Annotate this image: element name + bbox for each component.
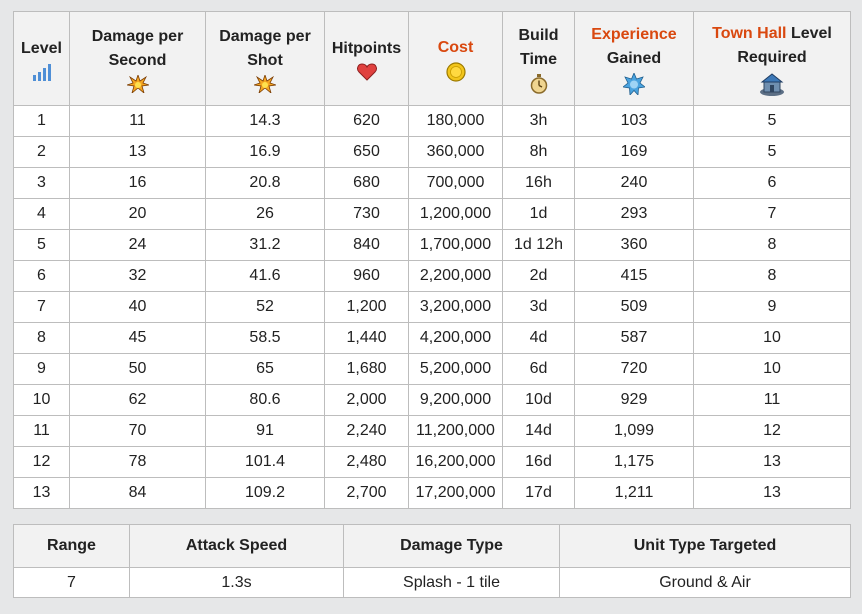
cell-build-time: 4d [503, 323, 575, 354]
table-row [14, 261, 851, 292]
cell-dps: 32 [70, 261, 206, 292]
cell-experience: 293 [575, 199, 694, 230]
cell-dps: 45 [70, 323, 206, 354]
header-th-label-suffix: Level [786, 24, 832, 42]
explosion-icon [254, 75, 276, 93]
cell-cost: 11,200,000 [409, 416, 503, 447]
level-bars-icon [32, 63, 52, 81]
cell-town-hall-level: 5 [694, 106, 851, 137]
cell-town-hall-level: 13 [694, 447, 851, 478]
table-row [14, 447, 851, 478]
cell-dps: 50 [70, 354, 206, 385]
cell-level: 6 [14, 261, 70, 292]
cell-experience: 720 [575, 354, 694, 385]
attack-stats-table [13, 524, 851, 598]
cell-experience: 1,099 [575, 416, 694, 447]
cell-dps: 40 [70, 292, 206, 323]
cell-town-hall-level: 5 [694, 137, 851, 168]
cell-cost: 16,200,000 [409, 447, 503, 478]
cell-build-time: 16d [503, 447, 575, 478]
header-dpshot-label: Damage per [219, 27, 311, 45]
cell-dps: 84 [70, 478, 206, 509]
level-stats-table [13, 11, 851, 509]
cell-level: 2 [14, 137, 70, 168]
cell-town-hall-level: 12 [694, 416, 851, 447]
cell-build-time: 6d [503, 354, 575, 385]
cell-build-time: 1d [503, 199, 575, 230]
cell-town-hall-level: 7 [694, 199, 851, 230]
cell-experience: 360 [575, 230, 694, 261]
header-experience [575, 12, 694, 106]
cell-cost: 17,200,000 [409, 478, 503, 509]
table-row [14, 385, 851, 416]
header-cost [409, 12, 503, 106]
cell-level: 9 [14, 354, 70, 385]
stats-attack-speed-value: 1.3s [130, 568, 344, 598]
cell-hitpoints: 1,680 [325, 354, 409, 385]
cell-damage-per-shot: 41.6 [206, 261, 325, 292]
cell-dps: 20 [70, 199, 206, 230]
stats-header-damage-type: Damage Type [344, 525, 560, 568]
cell-hitpoints: 650 [325, 137, 409, 168]
table-row [14, 354, 851, 385]
cell-damage-per-shot: 31.2 [206, 230, 325, 261]
cell-experience: 103 [575, 106, 694, 137]
cell-experience: 169 [575, 137, 694, 168]
stats-header-row [14, 525, 851, 568]
table-row [14, 106, 851, 137]
cell-level: 11 [14, 416, 70, 447]
cell-hitpoints: 960 [325, 261, 409, 292]
stats-header-unit-type: Unit Type Targeted [560, 525, 851, 568]
cell-damage-per-shot: 20.8 [206, 168, 325, 199]
cell-experience: 509 [575, 292, 694, 323]
explosion-icon [127, 75, 149, 93]
gold-coin-icon [446, 62, 466, 82]
cell-build-time: 2d [503, 261, 575, 292]
cell-build-time: 16h [503, 168, 575, 199]
cell-town-hall-level: 10 [694, 323, 851, 354]
header-dpshot [206, 12, 325, 106]
stats-value-row [14, 568, 851, 598]
cell-town-hall-level: 9 [694, 292, 851, 323]
cell-cost: 700,000 [409, 168, 503, 199]
cell-cost: 1,700,000 [409, 230, 503, 261]
cell-level: 3 [14, 168, 70, 199]
cell-experience: 1,211 [575, 478, 694, 509]
cell-cost: 9,200,000 [409, 385, 503, 416]
header-hitpoints-label: Hitpoints [331, 39, 402, 57]
cell-hitpoints: 620 [325, 106, 409, 137]
cell-damage-per-shot: 80.6 [206, 385, 325, 416]
cell-dps: 62 [70, 385, 206, 416]
cell-dps: 24 [70, 230, 206, 261]
cell-build-time: 3h [503, 106, 575, 137]
cell-town-hall-level: 13 [694, 478, 851, 509]
cell-experience: 415 [575, 261, 694, 292]
cell-level: 1 [14, 106, 70, 137]
header-hitpoints [325, 12, 409, 106]
stats-unit-type-value: Ground & Air [560, 568, 851, 598]
cell-town-hall-level: 11 [694, 385, 851, 416]
cell-experience: 929 [575, 385, 694, 416]
cell-cost: 180,000 [409, 106, 503, 137]
table-row [14, 168, 851, 199]
cell-build-time: 10d [503, 385, 575, 416]
cell-damage-per-shot: 65 [206, 354, 325, 385]
cell-level: 4 [14, 199, 70, 230]
table-row [14, 416, 851, 447]
stats-damage-type-value: Splash - 1 tile [344, 568, 560, 598]
cell-build-time: 1d 12h [503, 230, 575, 261]
header-exp-label-2: Gained [606, 49, 662, 67]
cell-hitpoints: 2,700 [325, 478, 409, 509]
cell-damage-per-shot: 58.5 [206, 323, 325, 354]
cell-dps: 16 [70, 168, 206, 199]
cell-level: 5 [14, 230, 70, 261]
level-rows [14, 106, 851, 509]
cell-town-hall-level: 8 [694, 230, 851, 261]
header-build-label: Build [518, 26, 559, 44]
cell-dps: 13 [70, 137, 206, 168]
cell-hitpoints: 730 [325, 199, 409, 230]
table-row [14, 230, 851, 261]
cell-dps: 70 [70, 416, 206, 447]
header-cost-label: Cost [437, 38, 474, 56]
cell-hitpoints: 2,480 [325, 447, 409, 478]
heart-icon [357, 63, 377, 81]
cell-damage-per-shot: 52 [206, 292, 325, 323]
cell-dps: 78 [70, 447, 206, 478]
header-th-label: Town Hall [712, 24, 787, 42]
town-hall-icon [759, 72, 785, 96]
cell-level: 7 [14, 292, 70, 323]
cell-damage-per-shot: 109.2 [206, 478, 325, 509]
cell-level: 8 [14, 323, 70, 354]
cell-cost: 360,000 [409, 137, 503, 168]
cell-level: 10 [14, 385, 70, 416]
cell-level: 13 [14, 478, 70, 509]
cell-damage-per-shot: 16.9 [206, 137, 325, 168]
stats-range-value: 7 [14, 568, 130, 598]
stats-header-range: Range [14, 525, 130, 568]
table-row [14, 478, 851, 509]
header-dpshot-label-2: Shot [247, 51, 283, 69]
header-build-label-2: Time [519, 50, 558, 68]
cell-hitpoints: 840 [325, 230, 409, 261]
cell-cost: 1,200,000 [409, 199, 503, 230]
cell-build-time: 8h [503, 137, 575, 168]
experience-star-icon [623, 73, 645, 95]
table-row [14, 323, 851, 354]
cell-experience: 1,175 [575, 447, 694, 478]
header-row [14, 12, 851, 106]
header-dps [70, 12, 206, 106]
cell-hitpoints: 680 [325, 168, 409, 199]
table-row [14, 199, 851, 230]
cell-damage-per-shot: 101.4 [206, 447, 325, 478]
page-content [13, 11, 850, 598]
header-town-hall [694, 12, 851, 106]
cell-hitpoints: 1,200 [325, 292, 409, 323]
cell-damage-per-shot: 91 [206, 416, 325, 447]
cell-experience: 587 [575, 323, 694, 354]
cell-hitpoints: 2,000 [325, 385, 409, 416]
header-dps-label: Damage per [91, 27, 184, 45]
cell-cost: 2,200,000 [409, 261, 503, 292]
cell-hitpoints: 2,240 [325, 416, 409, 447]
header-dps-label-2: Second [108, 51, 167, 69]
header-build-time [503, 12, 575, 106]
table-row [14, 292, 851, 323]
header-level [14, 12, 70, 106]
header-level-label: Level [21, 39, 62, 57]
cell-build-time: 14d [503, 416, 575, 447]
cell-dps: 11 [70, 106, 206, 137]
cell-hitpoints: 1,440 [325, 323, 409, 354]
stopwatch-icon [529, 74, 549, 94]
cell-build-time: 17d [503, 478, 575, 509]
cell-town-hall-level: 8 [694, 261, 851, 292]
cell-cost: 3,200,000 [409, 292, 503, 323]
cell-level: 12 [14, 447, 70, 478]
header-exp-label: Experience [591, 25, 677, 43]
cell-experience: 240 [575, 168, 694, 199]
stats-header-attack-speed: Attack Speed [130, 525, 344, 568]
cell-damage-per-shot: 26 [206, 199, 325, 230]
cell-cost: 5,200,000 [409, 354, 503, 385]
cell-build-time: 3d [503, 292, 575, 323]
cell-town-hall-level: 6 [694, 168, 851, 199]
table-row [14, 137, 851, 168]
cell-damage-per-shot: 14.3 [206, 106, 325, 137]
header-th-label-2: Required [737, 48, 807, 66]
cell-cost: 4,200,000 [409, 323, 503, 354]
cell-town-hall-level: 10 [694, 354, 851, 385]
